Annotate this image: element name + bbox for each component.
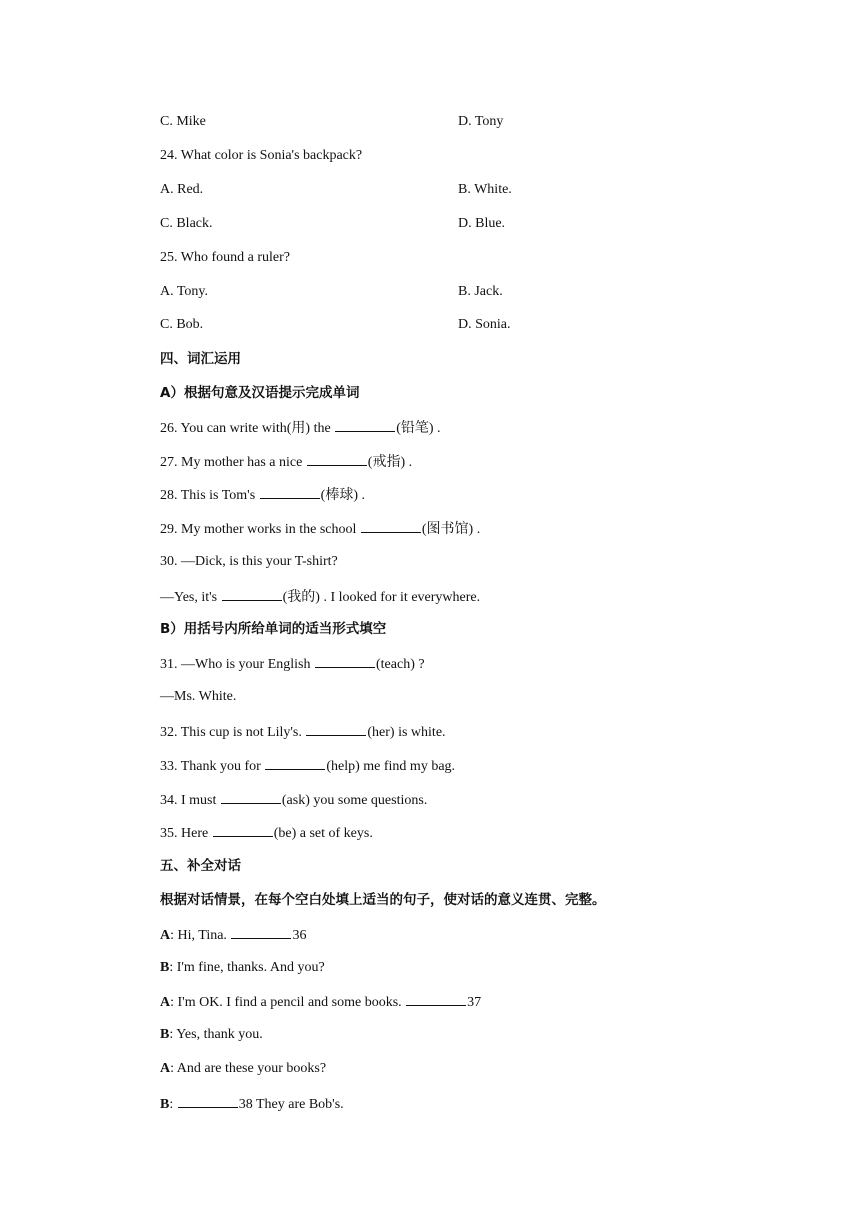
q31-question: 31. —Who is your English (teach) ? (160, 654, 425, 674)
q34: 34. I must (ask) you some questions. (160, 790, 427, 810)
dialogue-line-5: A: And are these your books? (160, 1061, 327, 1076)
q24-option-a: A. Red. (160, 182, 204, 197)
q23-option-d: D. Tony (458, 114, 504, 129)
q28-blank[interactable] (260, 485, 320, 499)
q27-blank[interactable] (307, 452, 367, 466)
section4-part-b-heading: B）用括号内所给单词的适当形式填空 (160, 621, 387, 637)
q35-blank[interactable] (213, 823, 273, 837)
q25-stem: 25. Who found a ruler? (160, 250, 290, 265)
q30-question: 30. —Dick, is this your T-shirt? (160, 554, 338, 569)
dialogue-line-3: A: I'm OK. I find a pencil and some books. 37 (160, 992, 481, 1012)
q25-option-b: B. Jack. (458, 284, 503, 299)
q29: 29. My mother works in the school (图书馆) . (160, 519, 480, 539)
q31-blank[interactable] (315, 654, 375, 668)
q28: 28. This is Tom's (棒球) . (160, 485, 365, 505)
q37-blank[interactable] (406, 992, 466, 1006)
section4-title: 四、词汇运用 (160, 351, 241, 367)
q30-answer: —Yes, it's (我的) . I looked for it everywhere. (160, 587, 480, 607)
q24-stem: 24. What color is Sonia's backpack? (160, 148, 363, 163)
q31-answer: —Ms. White. (160, 689, 237, 704)
q26: 26. You can write with(用) the (铅笔) . (160, 418, 441, 438)
section4-part-a-heading: A）根据句意及汉语提示完成单词 (160, 385, 360, 401)
q24-option-d: D. Blue. (458, 216, 506, 231)
q32-blank[interactable] (306, 722, 366, 736)
q32: 32. This cup is not Lily's. (her) is white. (160, 722, 446, 742)
section5-title: 五、补全对话 (160, 858, 241, 874)
section5-instruction: 根据对话情景，在每个空白处填上适当的句子，使对话的意义连贯、完整。 (160, 892, 606, 908)
q24-option-b: B. White. (458, 182, 512, 197)
q34-blank[interactable] (221, 790, 281, 804)
q36-blank[interactable] (231, 925, 291, 939)
q25-option-c: C. Bob. (160, 317, 204, 332)
q25-option-d: D. Sonia. (458, 317, 511, 332)
q33-blank[interactable] (265, 756, 325, 770)
dialogue-line-2: B: I'm fine, thanks. And you? (160, 960, 325, 975)
q26-blank[interactable] (335, 418, 395, 432)
q27: 27. My mother has a nice (戒指) . (160, 452, 412, 472)
q23-option-c: C. Mike (160, 114, 206, 129)
dialogue-line-6: B: 38 They are Bob's. (160, 1094, 344, 1114)
q29-blank[interactable] (361, 519, 421, 533)
q25-option-a: A. Tony. (160, 284, 209, 299)
dialogue-line-1: A: Hi, Tina. 36 (160, 925, 306, 945)
q35: 35. Here (be) a set of keys. (160, 823, 373, 843)
q30-blank[interactable] (222, 587, 282, 601)
q24-option-c: C. Black. (160, 216, 213, 231)
q33: 33. Thank you for (help) me find my bag. (160, 756, 455, 776)
dialogue-line-4: B: Yes, thank you. (160, 1027, 263, 1042)
q38-blank[interactable] (178, 1094, 238, 1108)
